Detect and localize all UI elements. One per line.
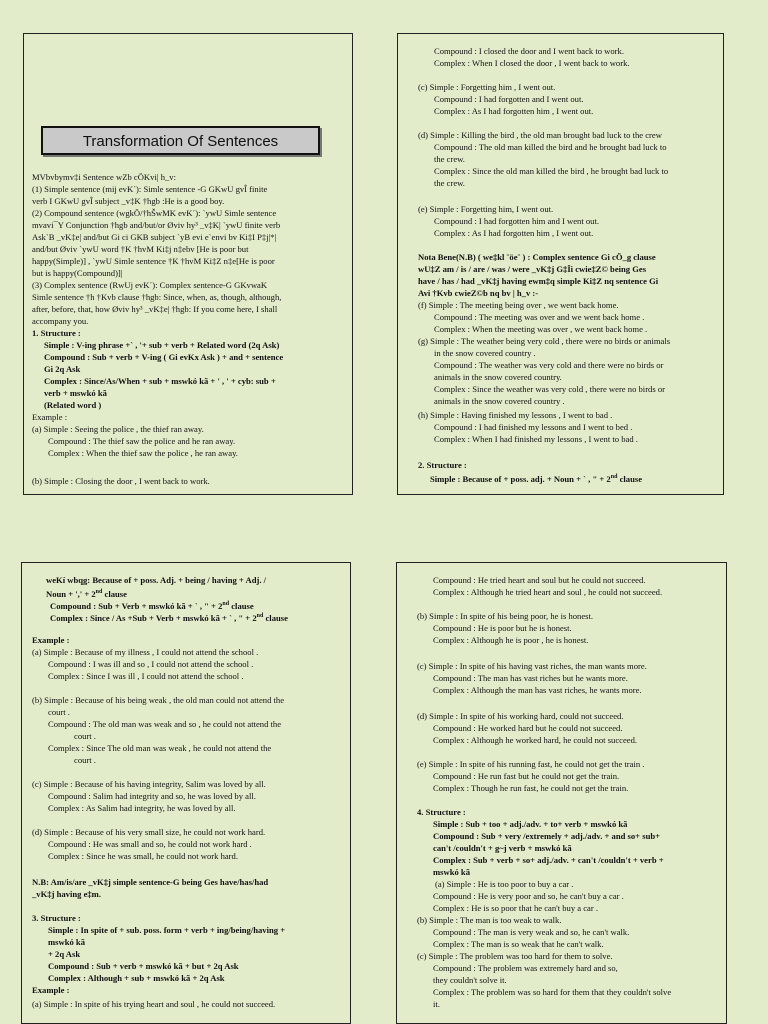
text-line: Compound : Sub + Verb + mswkó kã + ` , " + 2nd clause (50, 600, 254, 611)
text-line: accompany you. (32, 316, 89, 326)
text-line: Complex : Since / As +Sub + Verb + mswkó kã + ` , " + 2nd clause (50, 612, 288, 623)
text-line: Complex : As I had forgotten him , I went out. (434, 106, 594, 116)
text-line: Compound : I had finished my lessons and I went to bed . (434, 422, 633, 432)
text-line: court . (48, 707, 70, 717)
text-line: court . (74, 731, 96, 741)
text-line: Complex : Although he is poor , he is honest. (433, 635, 589, 645)
text-line: animals in the snow covered country . (434, 396, 565, 406)
text-line: in the snow covered country . (434, 348, 536, 358)
text-line: Example : (32, 412, 68, 422)
text-line: Complex : Since the old man killed the bird , he brought bad luck to (434, 166, 669, 176)
page-2 (397, 33, 724, 495)
page-1 (23, 33, 353, 495)
text-line: Complex : As Salim had integrity, he was loved by all. (48, 803, 236, 813)
text-line: Compound : I closed the door and I went back to work. (434, 46, 624, 56)
text-line: Compound : He worked hard but he could not succeed. (433, 723, 623, 733)
text-line: Compound : The weather was very cold and there were no birds or (434, 360, 664, 370)
text-line: Complex : When I closed the door , I went back to work. (434, 58, 630, 68)
text-line: Compound : I was ill and so , I could not attend the school . (48, 659, 254, 669)
text-line: Complex : Although he tried heart and soul , he could not succeed. (433, 587, 663, 597)
text-line: (1) Simple sentence (mij evK´): Simle sentence -G GKwU gvÎ finite (32, 184, 268, 194)
text-line: verb I GKwU gvÎ subject _v‡K †hgb :He is a good boy. (32, 196, 225, 206)
text-line: + 2q Ask (48, 949, 81, 959)
text-line: verb + mswkó kã (44, 388, 107, 398)
text-line: (b) Simple : Because of his being weak , the old man could not attend the (32, 695, 285, 705)
text-line: Complex : Since I was ill , I could not attend the school . (48, 671, 244, 681)
text-line: Compound : He is poor but he is honest. (433, 623, 572, 633)
structure-heading: 1. Structure : (32, 328, 81, 338)
text-line: (f) Simple : The meeting being over , we went back home. (418, 300, 619, 310)
text-line: Complex : He is so poor that he can't buy a car . (433, 903, 599, 913)
text-line: Simple : Sub + too + adj./adv. + to+ verb + mswkó kã (433, 819, 628, 829)
text-line: (d) Simple : In spite of his working hard, could not succeed. (417, 711, 624, 721)
text-line: Complex : The man is so weak that he can't walk. (433, 939, 604, 949)
text-line: mvavi¯Y Conjunction †hgb and/but/or Øviv hy³ _v‡K| `ywU finite verb (32, 220, 281, 230)
text-line: they couldn't solve it. (433, 975, 507, 985)
text-line: Compound : The old man killed the bird and he brought bad luck to (434, 142, 667, 152)
text-line: can't /couldn't + g~j verb + mswkó kã (433, 843, 572, 853)
text-line: Compound : He was small and so, he could not work hard . (48, 839, 252, 849)
text-line: and/but Øviv `ywU word †K †hvM Ki‡j n‡ebv [He is poor but (32, 244, 249, 254)
text-line: Complex : Since he was small, he could not work hard. (48, 851, 238, 861)
text-line: (c) Simple : Forgetting him , I went out. (418, 82, 556, 92)
text-line: mswkó kã (433, 867, 471, 877)
text-line: Complex : When I had finished my lessons , I went to bad . (434, 434, 638, 444)
text-line: (c) Simple : Because of his having integrity, Salim was loved by all. (32, 779, 266, 789)
text-line: (Related word ) (44, 400, 102, 410)
structure-heading: 3. Structure : (32, 913, 81, 923)
text-line: Compound : He is very poor and so, he can't buy a car . (433, 891, 624, 901)
text-line: Complex : Although he worked hard, he could not succeed. (433, 735, 638, 745)
text-line: MVbvbymv‡i Sentence wZb cÖKvi| h_v: (32, 172, 176, 182)
page-4 (396, 562, 727, 1024)
title-box (41, 126, 320, 155)
text-line: Complex : As I had forgotten him , I went out. (434, 228, 594, 238)
text-line: Compound : The problem was extremely hard and so, (433, 963, 618, 973)
text-line: Compound : The meeting was over and we went back home . (434, 312, 645, 322)
text-line: Complex : Though he run fast, he could not get the train. (433, 783, 629, 793)
page-title: Transformation Of Sentences (82, 133, 279, 150)
structure-heading: 4. Structure : (417, 807, 466, 817)
text-line: Compound : Sub + verb + V-ing ( Gi evKx Ask ) + and + sentence (44, 352, 284, 362)
text-line: N.B: Am/is/are _vK‡j simple sentence-G being Ges have/has/had (32, 877, 269, 887)
text-line: court . (74, 755, 96, 765)
text-line: Gi 2q Ask (44, 364, 81, 374)
text-line: Compound : I had forgotten and I went out. (434, 94, 584, 104)
text-line: but is happy(Compound)]| (32, 268, 123, 278)
text-line: Simple : V-ing phrase +` , '+ sub + verb + Related word (2q Ask) (44, 340, 280, 350)
text-line: (h) Simple : Having finished my lessons , I went to bad . (418, 410, 613, 420)
page-3 (21, 562, 351, 1024)
text-line: Complex : When the thief saw the police , he ran away. (48, 448, 238, 458)
text-line: (b) Simple : Closing the door , I went back to work. (32, 476, 210, 486)
text-line: Compound : The man has vast riches but he wants more. (433, 673, 628, 683)
text-line: it. (433, 999, 440, 1009)
text-line: happy(Simple)] , `ywU Simle sentence †K †hvM Ki‡Z n‡e[He is poor (32, 256, 275, 266)
text-line: Complex : Sub + verb + so+ adj./adv. + can't /couldn't + verb + (433, 855, 664, 865)
text-line: mswkó kã (48, 937, 86, 947)
text-line: _vK‡j having e‡m. (32, 889, 101, 899)
text-line: the crew. (434, 154, 465, 164)
text-line: Compound : The thief saw the police and he ran away. (48, 436, 236, 446)
text-line: Compound : He run fast but he could not get the train. (433, 771, 620, 781)
text-line: weKí wbqg: Because of + poss. Adj. + being / having + Adj. / (46, 575, 267, 585)
text-line: (d) Simple : Because of his very small size, he could not work hard. (32, 827, 266, 837)
text-line: Avi †Kvb cwieZ©b nq bv | h_v :- (418, 288, 539, 298)
text-line: Simple : In spite of + sub. poss. form + verb + ing/being/having + (48, 925, 286, 935)
text-line: Compound : He tried heart and soul but he could not succeed. (433, 575, 646, 585)
text-line: (a) Simple : Seeing the police , the thief ran away. (32, 424, 204, 434)
text-line: Ask`B _vK‡e| and/but Gi ci GKB subject `yB evi e`envi bv Ki‡I P‡j|*| (32, 232, 277, 242)
text-line: (3) Complex sentence (RwUj evK´): Complex sentence-G GKvwaK (32, 280, 268, 290)
text-line: (c) Simple : The problem was too hard for them to solve. (417, 951, 613, 961)
text-line: Noun + ',' + 2nd clause (46, 588, 127, 599)
text-line: (g) Simple : The weather being very cold , there were no birds or animals (418, 336, 671, 346)
text-line: Simple : Because of + poss. adj. + Noun + ` , " + 2nd clause (430, 473, 643, 484)
text-line: have / has / had _vK‡j having ewm‡q simple Ki‡Z nq sentence Gi (418, 276, 659, 286)
text-line: (2) Compound sentence (wgkÖ/†hŠwMK evK´): `ywU Simle sentence (32, 208, 277, 218)
text-line: (b) Simple : The man is too weak to walk. (417, 915, 562, 925)
text-line: (c) Simple : In spite of his having vast riches, the man wants more. (417, 661, 647, 671)
text-line: Complex : Since the weather was very cold , there were no birds or (434, 384, 666, 394)
text-line: Compound : The man is very weak and so, he can't walk. (433, 927, 630, 937)
text-line: (e) Simple : Forgetting him, I went out. (418, 204, 554, 214)
text-line: Complex : When the meeting was over , we went back home . (434, 324, 648, 334)
text-line: Compound : Sub + verb + mswkó kã + but + 2q Ask (48, 961, 239, 971)
text-line: (a) Simple : Because of my illness , I could not attend the school . (32, 647, 259, 657)
text-line: Nota Bene(N.B) ( we‡kl ¨öe¨ ) : Complex sentence Gi cÖ_g clause (418, 252, 656, 262)
structure-heading: 2. Structure : (418, 460, 467, 470)
text-line: Complex : Although the man has vast riches, he wants more. (433, 685, 642, 695)
text-line: Compound : Sub + very /extremely + adj./adv. + and so+ sub+ (433, 831, 661, 841)
text-line: Example : (32, 985, 70, 995)
text-line: Complex : Since The old man was weak , he could not attend the (48, 743, 272, 753)
text-line: after, before, that, how Øviv hy³ _vK‡e| †hgb: If you come here, I shall (32, 304, 278, 314)
text-line: Complex : The problem was so hard for them that they couldn't solve (433, 987, 672, 997)
text-line: (a) Simple : He is too poor to buy a car . (435, 879, 574, 889)
text-line: Complex : Although + sub + mswkó kã + 2q Ask (48, 973, 225, 983)
text-line: Compound : The old man was weak and so , he could not attend the (48, 719, 282, 729)
text-line: Complex : Since/As/When + sub + mswkó kã + ' , ' + cyb: sub + (44, 376, 276, 386)
text-line: animals in the snow covered country. (434, 372, 562, 382)
text-line: Compound : Salim had integrity and so, he was loved by all. (48, 791, 256, 801)
text-line: (e) Simple : In spite of his running fast, he could not get the train . (417, 759, 645, 769)
text-line: (b) Simple : In spite of his being poor, he is honest. (417, 611, 594, 621)
text-line: Compound : I had forgotten him and I went out. (434, 216, 600, 226)
text-line: (d) Simple : Killing the bird , the old man brought bad luck to the crew (418, 130, 662, 140)
text-line: (a) Simple : In spite of his trying heart and soul , he could not succeed. (32, 999, 276, 1009)
text-line: wU‡Z am / is / are / was / were _vK‡j G‡Ïi cwie‡Z© being Ges (418, 264, 647, 274)
text-line: the crew. (434, 178, 465, 188)
text-line: Example : (32, 635, 70, 645)
text-line: Simle sentence †h †Kvb clause †hgb: Since, when, as, though, although, (32, 292, 282, 302)
